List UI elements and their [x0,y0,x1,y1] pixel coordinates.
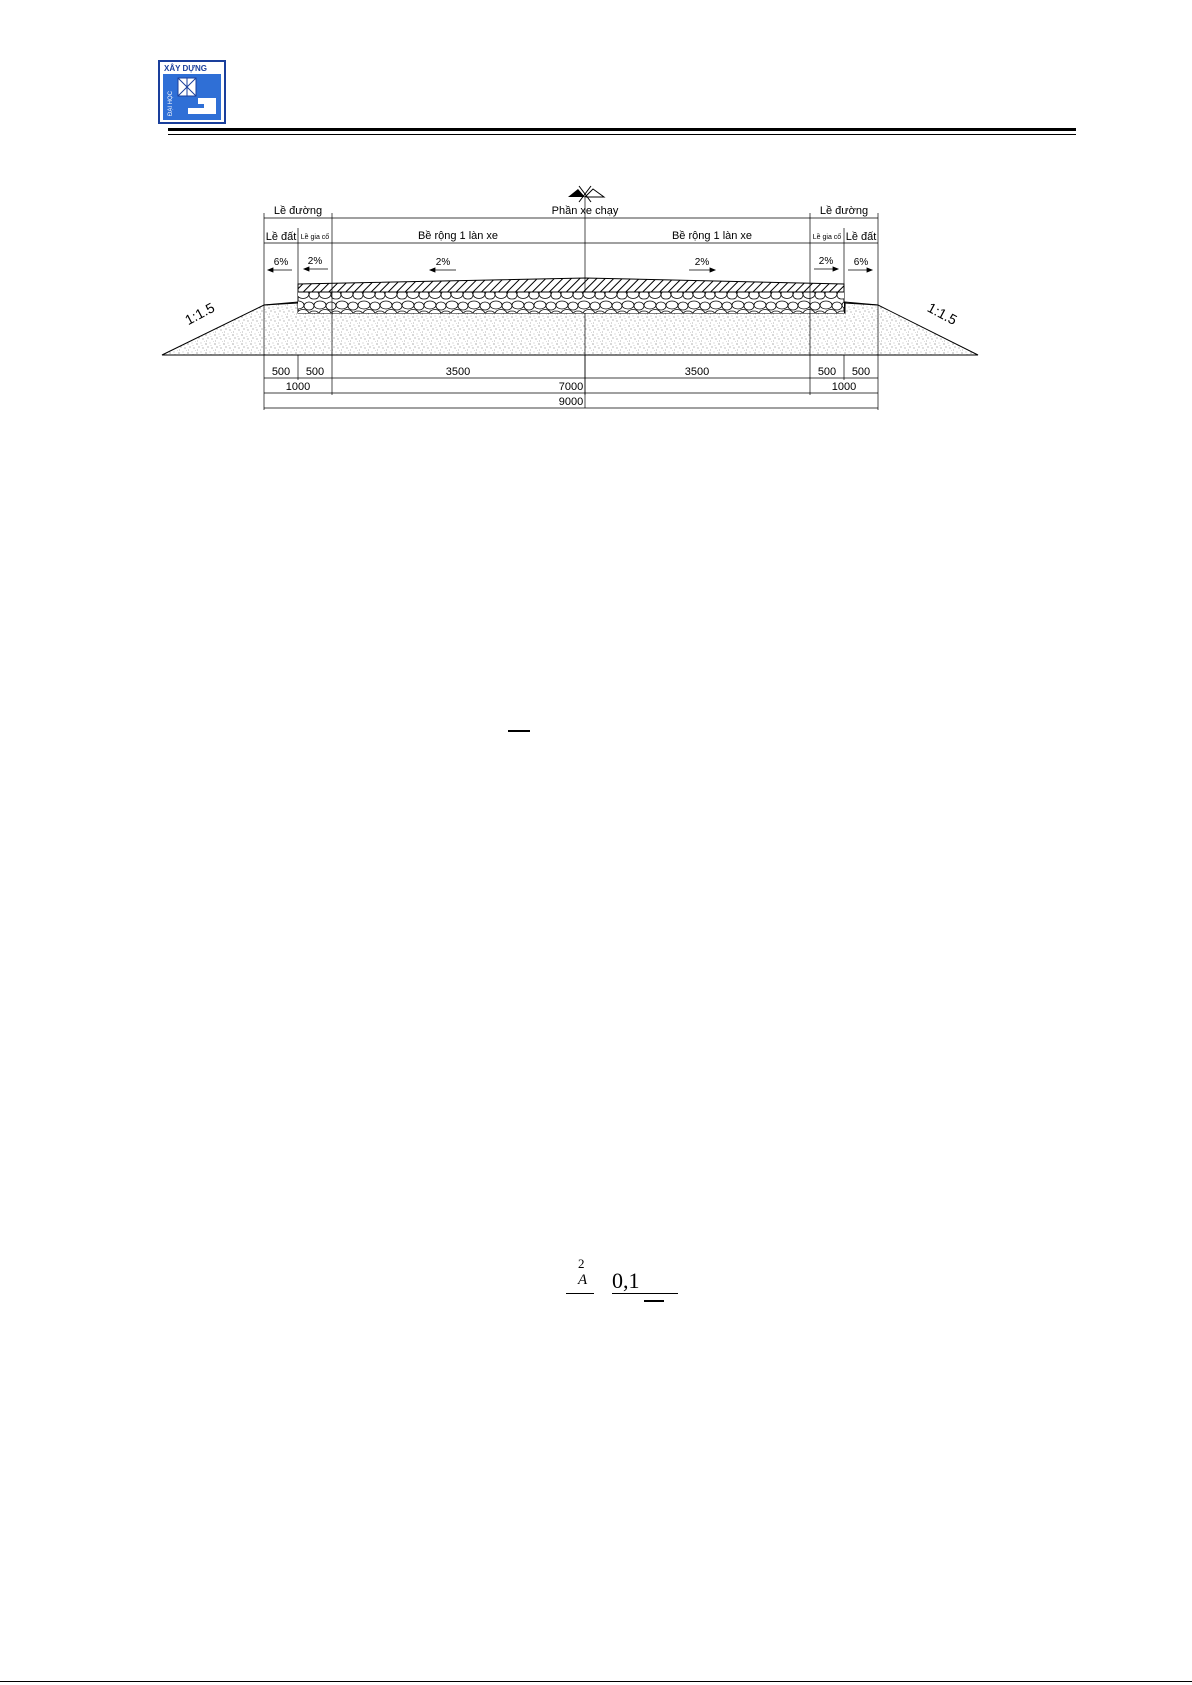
embankment-slope-right: 1:1.5 [924,299,960,328]
dim-lane-left: 3500 [445,366,471,378]
slope-arrows [268,267,872,272]
header-rule [168,128,1076,131]
slope-lane-left: 2% [435,257,451,268]
surface-layer [298,278,844,292]
shoulder-right-label: Lề đường [819,205,869,217]
slope-paved-right: 2% [818,256,834,267]
paved-shoulder-left-label: Lề gia cố [300,234,330,241]
lane-left-label: Bề rộng 1 làn xe [417,230,499,242]
formula-bar-2 [644,1300,664,1302]
svg-text:XÂY DỰNG: XÂY DỰNG [164,64,207,73]
carriageway-label: Phần xe chạy [551,205,619,217]
formula-bar [508,730,530,732]
university-logo [158,60,226,124]
dim-paved-right: 500 [817,366,837,378]
slope-earth-right: 6% [853,257,869,268]
centerline-symbol [568,186,604,202]
earth-shoulder-right-label: Lề đất [845,231,877,243]
lane-right-label: Bề rộng 1 làn xe [671,230,753,242]
slope-earth-left: 6% [273,257,289,268]
dim-shoulder-right: 1000 [831,381,857,393]
formula-exponent: 2 [578,1256,585,1271]
dim-earth-left: 500 [271,366,291,378]
shoulder-left-label: Lề đường [273,205,323,217]
dim-earth-right: 500 [851,366,871,378]
formula-value: 0,1 [612,1268,640,1293]
dim-shoulder-left: 1000 [285,381,311,393]
slope-paved-left: 2% [307,256,323,267]
dim-lane-right: 3500 [684,366,710,378]
slope-lane-right: 2% [694,257,710,268]
dim-total-width: 9000 [558,396,584,408]
footer-rule [0,1681,1192,1682]
formula-variable: A [578,1272,588,1288]
formula-underline [612,1293,678,1294]
formula-fraction-bar [566,1293,594,1294]
dim-paved-left: 500 [305,366,325,378]
header-rule-thin [168,134,1076,135]
embankment-slope-left: 1:1.5 [182,299,218,328]
paved-shoulder-right-label: Lề gia cố [812,234,842,241]
road-cross-section-drawing [160,180,1060,450]
svg-text:ĐẠI HỌC: ĐẠI HỌC [168,90,174,116]
dim-carriageway: 7000 [558,381,584,393]
earth-shoulder-left-label: Lề đất [265,231,297,243]
